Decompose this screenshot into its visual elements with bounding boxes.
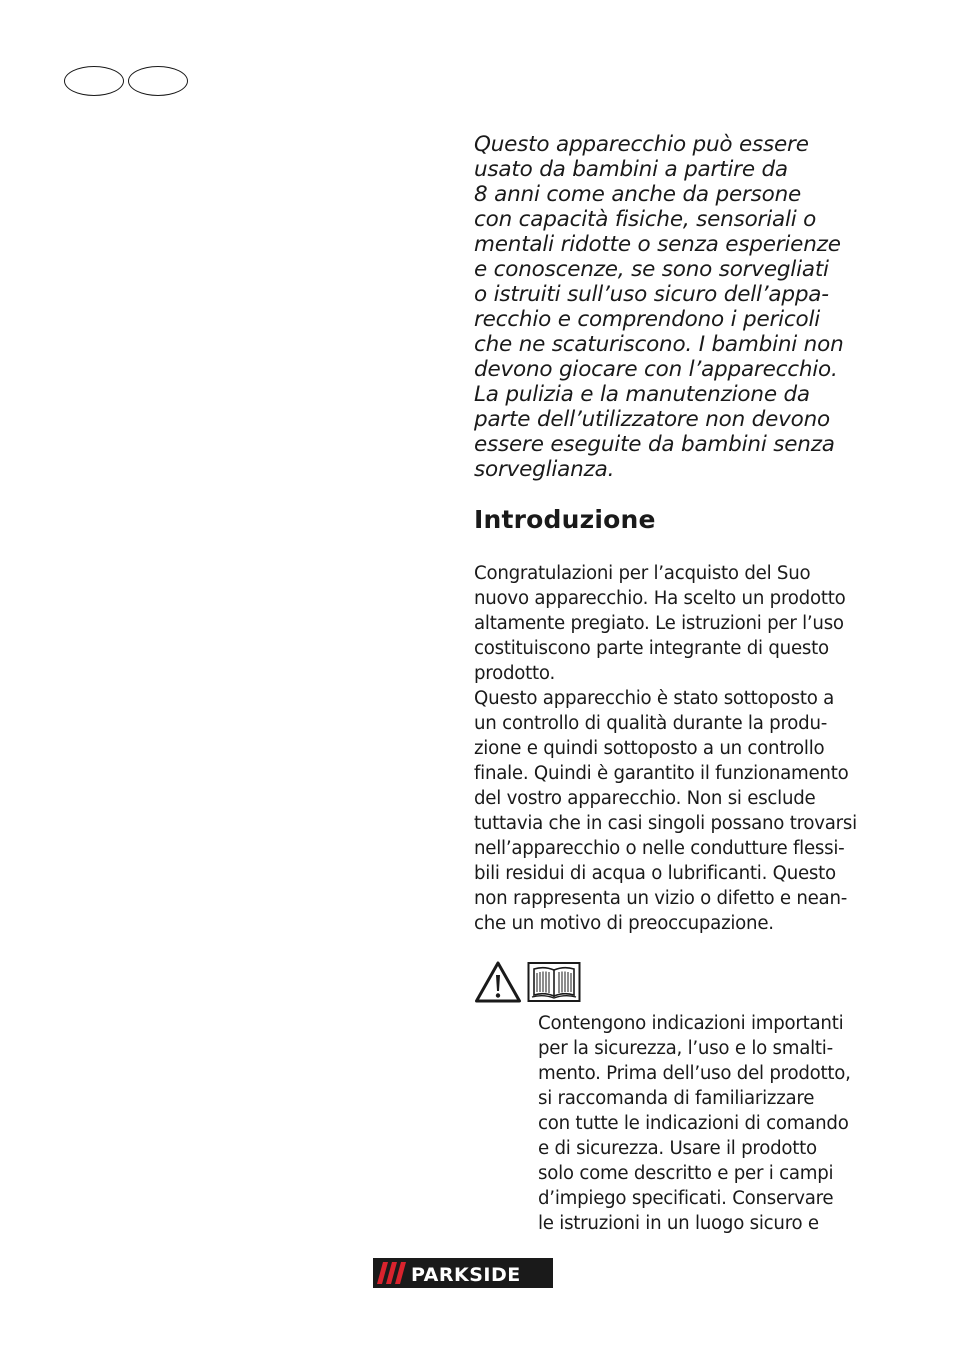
language-oval-left — [64, 66, 124, 96]
paragraph-line: recchio e comprendono i pericoli — [474, 307, 821, 332]
children-safety-paragraph — [474, 132, 866, 482]
paragraph-line: mento. Prima dell’uso del prodotto, — [538, 1063, 851, 1084]
paragraph-line: non rappresenta un vizio o difetto e nean- — [474, 888, 848, 909]
paragraph-line: parte dell’utilizzatore non devono — [474, 407, 830, 432]
paragraph-line: prodotto. — [474, 663, 556, 684]
paragraph-line: e di sicurezza. Usare il prodotto — [538, 1138, 817, 1159]
safety-icons — [474, 960, 584, 1004]
paragraph-line: 8 anni come anche da persone — [474, 182, 802, 207]
paragraph-line: che un motivo di preoccupazione. — [474, 913, 774, 934]
language-tab-ovals — [64, 66, 190, 98]
paragraph-line: per la sicurezza, l’uso e lo smalti- — [538, 1038, 833, 1059]
paragraph-line: si raccomanda di familiarizzare — [538, 1088, 815, 1109]
paragraph-line: Questo apparecchio può essere — [474, 132, 809, 157]
paragraph-line: che ne scaturiscono. I bambini non — [474, 332, 844, 357]
paragraph-line: tuttavia che in casi singoli possano trovarsi — [474, 813, 857, 834]
paragraph-line: nuovo apparecchio. Ha scelto un prodotto — [474, 588, 846, 609]
instructions-note-paragraph — [538, 1011, 868, 1236]
paragraph-line: usato da bambini a partire da — [474, 157, 788, 182]
paragraph-line: mentali ridotte o senza esperienze — [474, 232, 841, 257]
section-heading: Introduzione — [474, 505, 656, 534]
paragraph-line: devono giocare con l’apparecchio. — [474, 357, 838, 382]
paragraph-line: e conoscenze, se sono sorvegliati — [474, 257, 829, 282]
paragraph-line: con capacità fisiche, sensoriali o — [474, 207, 817, 232]
paragraph-line: Questo apparecchio è stato sottoposto a — [474, 688, 835, 709]
language-oval-right — [128, 66, 188, 96]
paragraph-line: Contengono indicazioni importanti — [538, 1013, 844, 1034]
warning-triangle-icon — [474, 960, 522, 1004]
paragraph-line: o istruiti sull’uso sicuro dell’appa- — [474, 282, 829, 307]
paragraph-line: solo come descritto e per i campi — [538, 1163, 834, 1184]
paragraph-line: del vostro apparecchio. Non si esclude — [474, 788, 816, 809]
open-book-icon — [527, 961, 581, 1003]
paragraph-line: nell’apparecchio o nelle condutture flessi- — [474, 838, 845, 859]
paragraph-line: essere eseguite da bambini senza — [474, 432, 835, 457]
paragraph-line: finale. Quindi è garantito il funzionamento — [474, 763, 849, 784]
intro-paragraph — [474, 561, 866, 936]
paragraph-line: le istruzioni in un luogo sicuro e — [538, 1213, 819, 1234]
paragraph-line: sorveglianza. — [474, 457, 615, 482]
paragraph-line: zione e quindi sottoposto a un controllo — [474, 738, 825, 759]
parkside-logo — [373, 1258, 553, 1288]
paragraph-line: altamente pregiato. Le istruzioni per l’uso — [474, 613, 844, 634]
paragraph-line: bili residui di acqua o lubrificanti. Questo — [474, 863, 836, 884]
paragraph-line: Congratulazioni per l’acquisto del Suo — [474, 563, 811, 584]
logo-text: PARKSIDE — [411, 1264, 521, 1286]
paragraph-line: un controllo di qualità durante la produ- — [474, 713, 828, 734]
paragraph-line: d’impiego specificati. Conservare — [538, 1188, 834, 1209]
paragraph-line: La pulizia e la manutenzione da — [474, 382, 810, 407]
paragraph-line: costituiscono parte integrante di questo — [474, 638, 829, 659]
paragraph-line: con tutte le indicazioni di comando — [538, 1113, 849, 1134]
